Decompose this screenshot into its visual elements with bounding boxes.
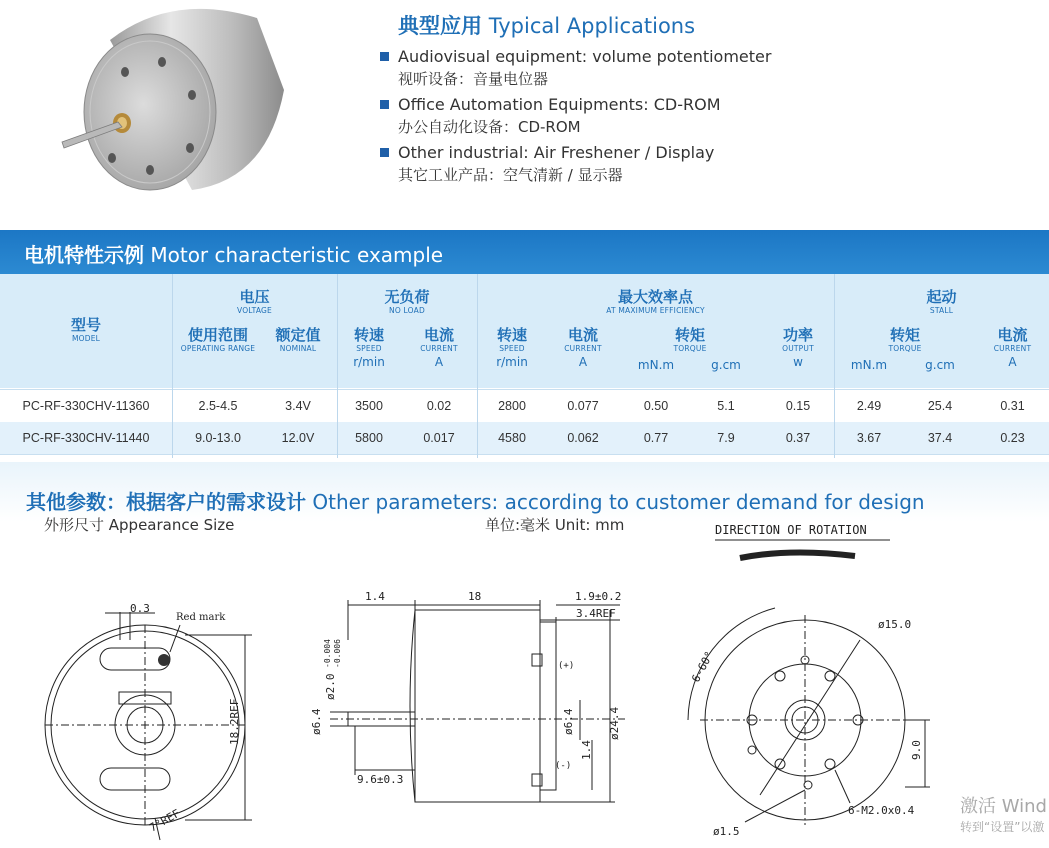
terminal-minus: (-) [555,761,572,771]
header-me-current: 电流 CURRENT A [564,326,602,369]
dim-1.4: 1.4 [365,590,385,603]
cell-me-torque-mnm: 0.50 [643,399,669,413]
cell-st-torque-mnm: 3.67 [856,431,882,445]
dim-6.4-boss: ø6.4 [562,708,575,735]
header-st-torque-mnm: mN.m [850,358,888,372]
header-st-torque: 转矩 TORQUE [888,326,922,353]
application-item: Audiovisual equipment: volume potentiometer 视听设备：音量电位器 [380,46,980,90]
table-divider [337,274,338,458]
header-nl-current: 电流 CURRENT A [420,326,458,369]
header-me-speed: 转速 SPEED r/min [496,326,528,369]
bullet-icon [380,148,389,157]
dim-screw: 6-M2.0x0.4 [848,804,915,817]
activation-watermark-sub: 转到“设置”以激 [960,820,1045,834]
header-me-torque-gcm: g.cm [711,358,741,372]
cell-st-torque-gcm: 25.4 [927,399,953,413]
table-row [0,422,1049,455]
header-max-efficiency: 最大效率点 AT MAXIMUM EFFICIENCY [606,288,705,315]
dim-6-60: 6-60° [689,649,717,685]
cell-me-torque-mnm: 0.77 [643,431,669,445]
dim-18: 18 [468,590,482,603]
dim-9.6: 9.6±0.3 [357,773,404,786]
dim-tol-hi: -0.004 [323,639,332,668]
cell-me-speed: 4580 [498,431,526,445]
table-row [0,389,1049,423]
header-me-torque-mnm: mN.m [637,358,675,372]
activation-watermark: 激活 Wind [960,796,1047,817]
applications-title: 典型应用 Typical Applications [398,14,696,38]
dim-3.4ref: 3.4REF [576,607,616,620]
cell-nominal: 3.4V [285,399,311,413]
table-divider [477,274,478,458]
cell-nl-speed: 5800 [355,431,383,445]
cell-me-torque-gcm: 5.1 [717,399,735,413]
header-me-torque: 转矩 TORQUE [673,326,707,353]
cell-nl-current: 0.017 [423,431,455,445]
header-range: 使用范围 OPERATING RANGE [180,326,256,353]
motor-image [52,0,292,200]
cell-model: PC-RF-330CHV-11440 [22,431,150,445]
application-item: Other industrial: Air Freshener / Display 其它工业产品：空气清新 / 显示器 [380,142,980,186]
dim-1.9: 1.9±0.2 [575,590,622,603]
dim-9.0: 9.0 [910,740,923,760]
dim-6.4-shaft: ø6.4 [310,708,323,735]
header-no-load: 无负荷 NO LOAD [384,288,430,315]
other-title: 其他参数：根据客户的需求设计 Other parameters: according to customer demand for design [26,490,925,514]
cell-me-torque-gcm: 7.9 [717,431,735,445]
applications-list [380,46,980,190]
red-mark-label: Red mark [176,612,226,623]
dim-tol-lo: -0.006 [333,639,342,668]
cell-st-torque-mnm: 2.49 [856,399,882,413]
dim-15.0: ø15.0 [878,618,912,631]
terminal-plus: (+) [558,661,575,671]
header-stall: 起动 STALL [926,288,957,315]
header-nl-speed: 转速 SPEED r/min [353,326,385,369]
dim-shaft: ø2.0 [324,673,337,700]
cell-st-current: 0.31 [1000,399,1025,413]
dim-1.5: ø1.5 [713,825,740,838]
unit-label: 单位:毫米 Unit: mm [485,516,625,534]
bullet-icon [380,52,389,61]
direction-label: DIRECTION OF ROTATION [715,523,867,537]
header-nominal: 额定值 NOMINAL [275,326,321,353]
table-divider [172,274,173,458]
cell-me-speed: 2800 [498,399,526,413]
cell-nl-current: 0.02 [426,399,452,413]
dim-0.3: 0.3 [130,602,150,615]
application-item: Office Automation Equipments: CD-ROM 办公自动化设备：CD-ROM [380,94,980,138]
cell-nominal: 12.0V [281,431,315,445]
dim-7ref: 7°REF [147,806,183,835]
cell-me-output: 0.37 [785,431,811,445]
header-me-output: 功率 OUTPUT w [782,326,814,369]
cell-st-current: 0.23 [1000,431,1025,445]
appearance-label: 外形尺寸 Appearance Size [44,516,235,534]
header-voltage: 电压 VOLTAGE [237,288,272,315]
header-model: 型号 MODEL [70,316,101,343]
cell-me-current: 0.077 [567,399,599,413]
bullet-icon [380,100,389,109]
cell-st-torque-gcm: 37.4 [927,431,953,445]
motor-section-title: 电机特性示例 Motor characteristic example [24,243,444,267]
cell-range: 9.0-13.0 [195,431,241,445]
table-divider [834,274,835,458]
cell-model: PC-RF-330CHV-11360 [22,399,150,413]
cell-range: 2.5-4.5 [198,399,238,413]
dim-1.4b: 1.4 [580,740,593,760]
header-st-current: 电流 CURRENT A [993,326,1032,369]
dim-18.2ref: 18.2REF [228,698,241,745]
cell-me-output: 0.15 [785,399,811,413]
header-st-torque-gcm: g.cm [925,358,955,372]
cell-nl-speed: 3500 [355,399,383,413]
dim-24.4: ø24.4 [608,706,621,740]
cell-me-current: 0.062 [567,431,599,445]
